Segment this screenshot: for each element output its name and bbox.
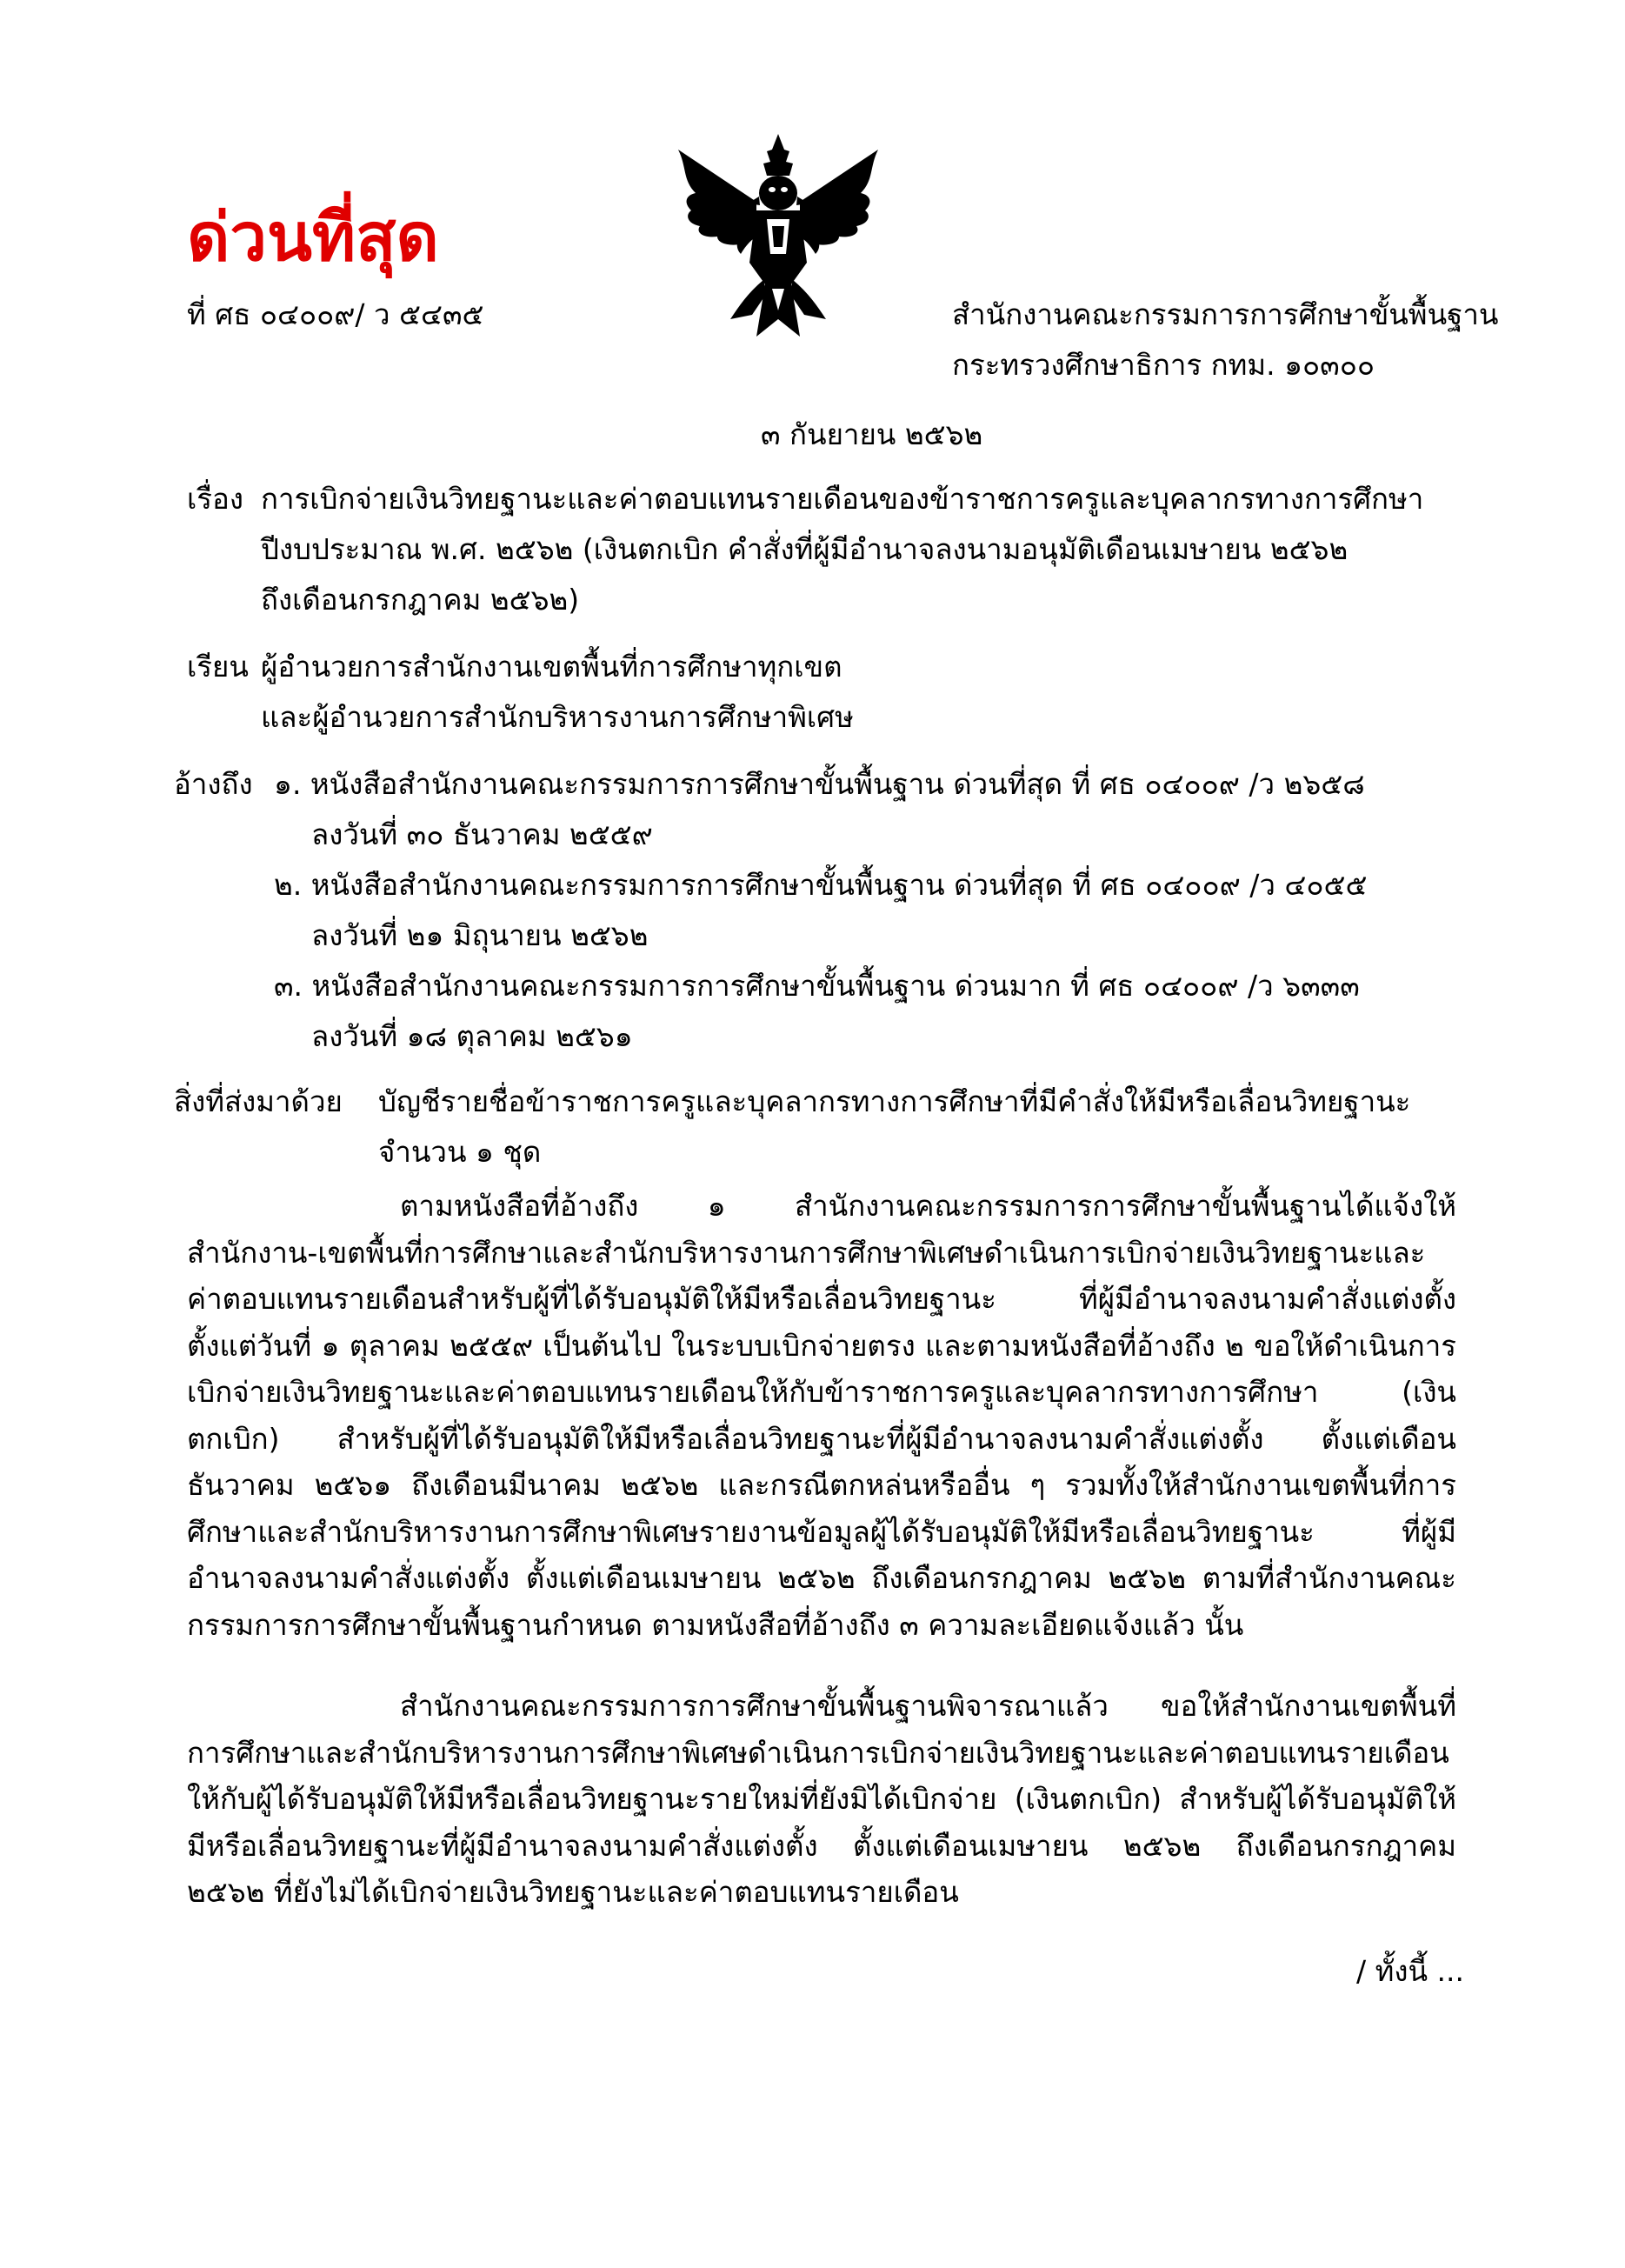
references-label: อ้างถึง: [174, 767, 253, 801]
enclosure-line-2: จำนวน ๑ ชุด: [378, 1135, 542, 1169]
garuda-emblem-icon: [669, 132, 887, 341]
body-paragraph-2-text: สำนักงานคณะกรรมการการศึกษาขั้นพื้นฐานพิจารณาแล้ว ขอให้สำนักงานเขตพื้นที่การศึกษาและสำนักบริหารงานการศึกษาพิเศษดำเนินการเบิกจ่ายเงินวิทยฐานะและค่าตอบแทนรายเดือนให้กับผู้ได้รับอนุมัติให้มีหรือเลื่อนวิทยฐานะรายใหม่ที่ยังมิได้เบิกจ่าย (เงินตกเบิก) สำหรับผู้ได้รับอนุมัติให้มีหรือเลื่อนวิทยฐานะที่ผู้มีอำนาจลงนามคำสั่งแต่งตั้ง ตั้งแต่เดือนเมษายน ๒๕๖๒ ถึงเดือนกรกฎาคม ๒๕๖๒ ที่ยังไม่ได้เบิกจ่ายเงินวิทยฐานะและค่าตอบแทนรายเดือน: [187, 1689, 1456, 1909]
recipient-label: เรียน: [187, 650, 249, 684]
reference-item-2-date: ลงวันที่ ๒๑ มิถุนายน ๒๕๖๒: [311, 918, 649, 952]
reference-item-1-date: ลงวันที่ ๓๐ ธันวาคม ๒๕๕๙: [311, 817, 653, 851]
document-number: ที่ ศธ ๐๔๐๐๙/ ว ๕๔๓๕: [187, 297, 484, 331]
sender-address: กระทรวงศึกษาธิการ กทม. ๑๐๓๐๐: [952, 348, 1375, 382]
sender-office: สำนักงานคณะกรรมการการศึกษาขั้นพื้นฐาน: [952, 297, 1499, 331]
body-paragraph-1-text: ตามหนังสือที่อ้างถึง ๑ สำนักงานคณะกรรมการการศึกษาขั้นพื้นฐานได้แจ้งให้สำนักงาน-เขตพื้นที่การศึกษาและสำนักบริหารงานการศึกษาพิเศษดำเนินการเบิกจ่ายเงินวิทยฐานะและค่าตอบแทนรายเดือนสำหรับผู้ที่ได้รับอนุมัติให้มีหรือเลื่อนวิทยฐานะ ที่ผู้มีอำนาจลงนามคำสั่งแต่งตั้ง ตั้งแต่วันที่ ๑ ตุลาคม ๒๕๕๙ เป็นต้นไป ในระบบเบิกจ่ายตรง และตามหนังสือที่อ้างถึง ๒ ขอให้ดำเนินการเบิกจ่ายเงินวิทยฐานะและค่าตอบแทนรายเดือนให้กับข้าราชการครูและบุคลากรทางการศึกษา (เงินตกเบิก) สำหรับผู้ที่ได้รับอนุมัติให้มีหรือเลื่อนวิทยฐานะที่ผู้มีอำนาจลงนามคำสั่งแต่งตั้ง ตั้งแต่เดือนธันวาคม ๒๕๖๑ ถึงเดือนมีนาคม ๒๕๖๒ และกรณีตกหล่นหรืออื่น ๆ รวมทั้งให้สำนักงานเขตพื้นที่การศึกษาและสำนักบริหารงานการศึกษาพิเศษรายงานข้อมูลผู้ได้รับอนุมัติให้มีหรือเลื่อนวิทยฐานะ ที่ผู้มีอำนาจลงนามคำสั่งแต่งตั้ง ตั้งแต่เดือนเมษายน ๒๕๖๒ ถึงเดือนกรกฎาคม ๒๕๖๒ ตามที่สำนักงานคณะกรรมการการศึกษาขั้นพื้นฐานกำหนด ตามหนังสือที่อ้างถึง ๓ ความละเอียดแจ้งแล้ว นั้น: [187, 1189, 1456, 1642]
reference-item-3: ๓. หนังสือสำนักงานคณะกรรมการการศึกษาขั้นพื้นฐาน ด่วนมาก ที่ ศธ ๐๔๐๐๙ /ว ๖๓๓๓: [274, 969, 1360, 1003]
enclosure-line-1: บัญชีรายชื่อข้าราชการครูและบุคลากรทางการศึกษาที่มีคำสั่งให้มีหรือเลื่อนวิทยฐานะ: [378, 1084, 1411, 1118]
document-date: ๓ กันยายน ๒๕๖๒: [761, 417, 983, 451]
subject-line-3: ถึงเดือนกรกฎาคม ๒๕๖๒): [261, 583, 580, 617]
reference-item-1: ๑. หนังสือสำนักงานคณะกรรมการการศึกษาขั้นพื้นฐาน ด่วนที่สุด ที่ ศธ ๐๔๐๐๙ /ว ๒๖๕๘: [274, 767, 1365, 801]
subject-line-1: การเบิกจ่ายเงินวิทยฐานะและค่าตอบแทนรายเดือนของข้าราชการครูและบุคลากรทางการศึกษา: [261, 482, 1424, 516]
enclosure-label: สิ่งที่ส่งมาด้วย: [174, 1084, 343, 1118]
urgency-stamp: ด่วนที่สุด: [187, 198, 439, 276]
recipient-line-1: ผู้อำนวยการสำนักงานเขตพื้นที่การศึกษาทุกเขต: [261, 650, 842, 684]
recipient-line-2: และผู้อำนวยการสำนักบริหารงานการศึกษาพิเศษ: [261, 700, 854, 734]
continuation-marker: / ทั้งนี้ ...: [1356, 1954, 1464, 1988]
body-paragraph-2: [187, 1683, 1456, 1916]
subject-line-2: ปีงบประมาณ พ.ศ. ๒๕๖๒ (เงินตกเบิก คำสั่งที่ผู้มีอำนาจลงนามอนุมัติเดือนเมษายน ๒๕๖๒: [261, 532, 1349, 566]
body-paragraph-1: [187, 1183, 1456, 1648]
reference-item-3-date: ลงวันที่ ๑๘ ตุลาคม ๒๕๖๑: [311, 1019, 633, 1053]
reference-item-2: ๒. หนังสือสำนักงานคณะกรรมการการศึกษาขั้นพื้นฐาน ด่วนที่สุด ที่ ศธ ๐๔๐๐๙ /ว ๔๐๕๕: [274, 868, 1368, 902]
subject-label: เรื่อง: [187, 482, 243, 516]
